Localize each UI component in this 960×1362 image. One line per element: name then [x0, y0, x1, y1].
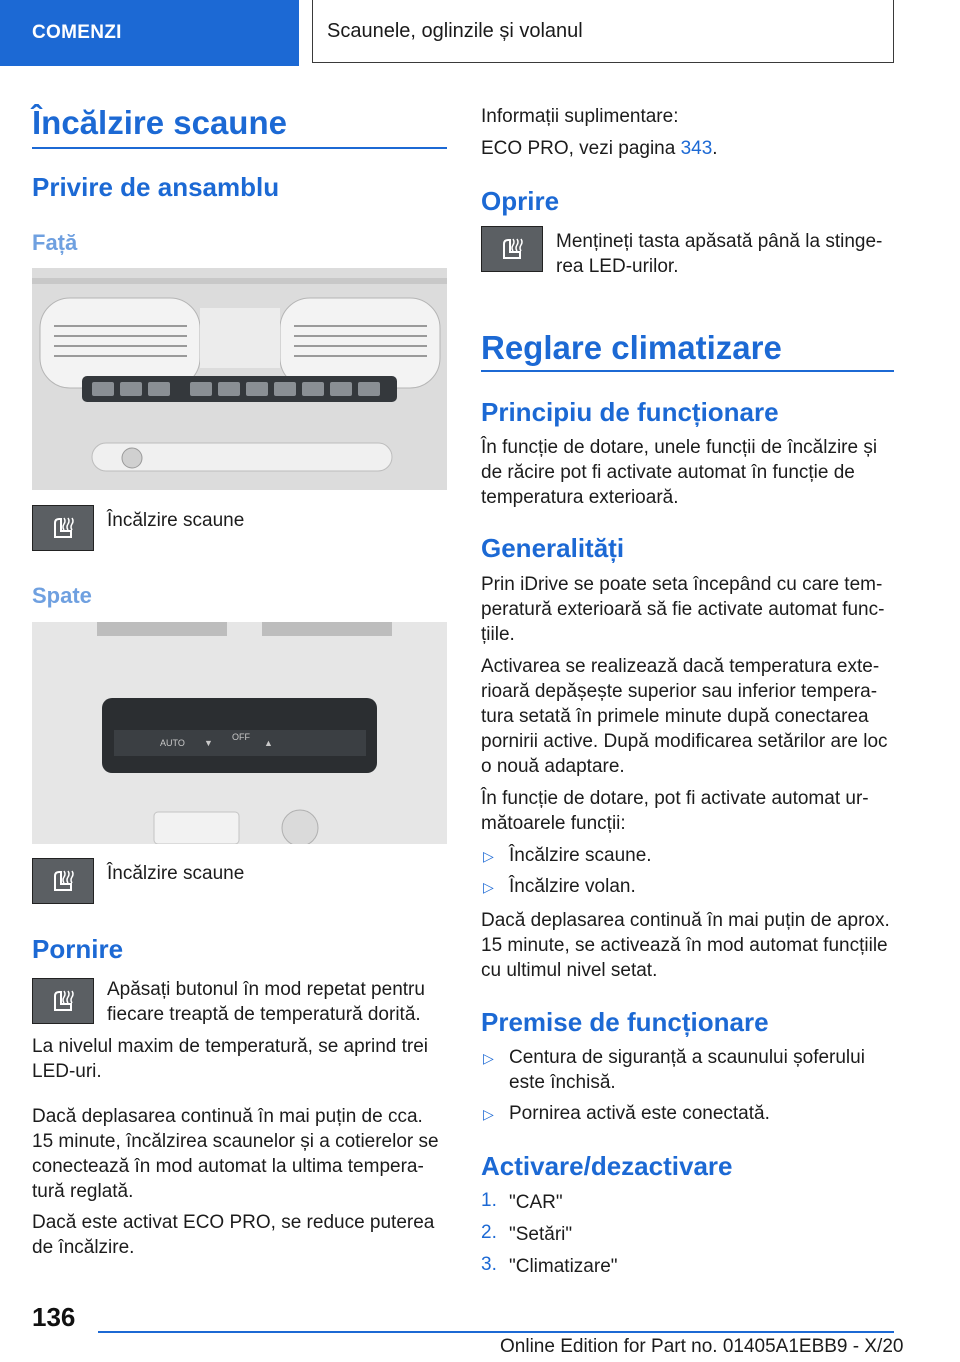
info-text: ECO PRO, vezi pagina — [481, 138, 676, 159]
page-link[interactable]: 343 — [680, 138, 713, 159]
gen-4-line-2: 15 minute, se activează în mod automat funcțiile — [481, 935, 888, 956]
bullet-marker: ▷ — [483, 848, 494, 864]
principiu-line-2: de răcire pot fi activate automat în funcție de — [481, 462, 855, 483]
heading-overview: Privire de ansamblu — [32, 172, 280, 202]
front-console-illustration — [32, 268, 447, 490]
gen-2-line-4: pornirii active. După modificarea setărilor are loc — [481, 731, 888, 752]
para-2-line-3: conectează în mod automat la ultima tempera- — [32, 1156, 424, 1177]
step-text: "Setări" — [509, 1224, 573, 1245]
principiu-line-3: temperatura exterioară. — [481, 487, 679, 508]
gen-3-line-2: mătoarele funcții: — [481, 813, 626, 834]
gen-1-line-2: peratură exterioară să fie activate automat func- — [481, 599, 885, 620]
heading-activare: Activare/dezactivare — [481, 1151, 733, 1181]
climate-rule — [481, 370, 894, 372]
gen-3-line-1: În funcție de dotare, pot fi activate automat ur- — [481, 788, 869, 809]
step-number: 1. — [481, 1190, 497, 1211]
pornire-text-1: Apăsați butonul în mod repetat pentru — [107, 979, 425, 1000]
rear-seat-heating-button — [32, 858, 94, 904]
front-caption: Încălzire scaune — [107, 510, 245, 531]
gen-2-line-3: tura setată în primele minute după conectarea — [481, 706, 869, 727]
gen-1-line-1: Prin iDrive se poate seta începând cu care tem- — [481, 574, 883, 595]
heading-generalitati: Generalități — [481, 533, 625, 563]
heading-rear: Spate — [32, 583, 92, 608]
rear-console-illustration — [32, 622, 447, 844]
footer-rule — [98, 1331, 894, 1333]
para-2-line-2: 15 minute, încălzirea scaunelor și a cotierelor se — [32, 1131, 439, 1152]
pornire-text-2: fiecare treaptă de temperatură dorită. — [107, 1004, 421, 1025]
seat-heating-icon — [49, 868, 77, 894]
para-2-line-1: Dacă deplasarea continuă în mai puțin de cca. — [32, 1106, 423, 1127]
gen-4-line-1: Dacă deplasarea continuă în mai puțin de aprox. — [481, 910, 890, 931]
page-number: 136 — [32, 1302, 76, 1332]
para-1-line-1: La nivelul maxim de temperatură, se aprind trei — [32, 1036, 429, 1057]
gen-2-line-1: Activarea se realizează dacă temperatura exte- — [481, 656, 880, 677]
edition-note: Online Edition for Part no. 01405A1EBB9 - X/20 — [500, 1336, 904, 1357]
para-1-line-2: LED-uri. — [32, 1061, 102, 1082]
premise-1-line-1: Centura de siguranță a scaunului șoferului — [509, 1047, 865, 1068]
chapter-title: Scaunele, oglinzile și volanul — [327, 19, 583, 42]
rear-off-label: OFF — [232, 732, 250, 742]
gen-4-line-3: cu ultimul nivel setat. — [481, 960, 658, 981]
bullet-marker: ▷ — [483, 1106, 494, 1122]
step-number: 2. — [481, 1222, 497, 1243]
seat-heating-icon — [49, 988, 77, 1014]
para-3-line-2: de încălzire. — [32, 1237, 135, 1258]
bullet-1: Încălzire scaune. — [509, 845, 652, 866]
bullet-2: Încălzire volan. — [509, 876, 636, 897]
front-console-photo — [32, 268, 447, 490]
gen-2-line-2: rioară depășește superior sau inferior tempera- — [481, 681, 878, 702]
para-3-line-1: Dacă este activat ECO PRO, se reduce puterea — [32, 1212, 435, 1233]
seat-heating-icon — [498, 236, 526, 262]
rear-up-label: ▲ — [264, 738, 273, 748]
rear-down-label: ▼ — [204, 738, 213, 748]
section-title-climate: Reglare climatizare — [481, 329, 782, 366]
premise-1-line-2: este închisă. — [509, 1072, 616, 1093]
bullet-marker: ▷ — [483, 879, 494, 895]
rear-auto-label: AUTO — [160, 738, 185, 748]
step-text: "Climatizare" — [509, 1256, 618, 1277]
title-rule — [32, 147, 447, 149]
section-title: COMENZI — [32, 22, 122, 43]
gen-2-line-5: o nouă adaptare. — [481, 756, 625, 777]
heading-principiu: Principiu de funcționare — [481, 397, 779, 427]
rear-caption: Încălzire scaune — [107, 863, 245, 884]
premise-2: Pornirea activă este conectată. — [509, 1103, 770, 1124]
heading-premise: Premise de funcționare — [481, 1007, 769, 1037]
para-2-line-4: tură reglată. — [32, 1181, 134, 1202]
gen-1-line-3: țiile. — [481, 624, 515, 645]
step-text: "CAR" — [509, 1192, 563, 1213]
seat-heating-button — [32, 505, 94, 551]
bullet-marker: ▷ — [483, 1050, 494, 1066]
info-line-1: Informații suplimentare: — [481, 106, 679, 127]
oprire-button — [481, 226, 543, 272]
section-tab — [0, 0, 299, 66]
rear-console-photo — [32, 622, 447, 844]
heading-pornire: Pornire — [32, 934, 124, 964]
info-dot: . — [712, 138, 718, 159]
step-number: 3. — [481, 1254, 497, 1275]
page-title: Încălzire scaune — [32, 104, 287, 141]
principiu-line-1: În funcție de dotare, unele funcții de încălzire și — [481, 437, 878, 458]
info-line-2 — [481, 136, 718, 161]
heading-oprire: Oprire — [481, 186, 560, 216]
chapter-box — [312, 0, 894, 63]
pornire-button — [32, 978, 94, 1024]
oprire-text-1: Mențineți tasta apăsată până la stinge- — [556, 231, 883, 252]
oprire-text-2: rea LED-urilor. — [556, 256, 679, 277]
seat-heating-icon — [49, 515, 77, 541]
heading-front: Față — [32, 230, 78, 255]
